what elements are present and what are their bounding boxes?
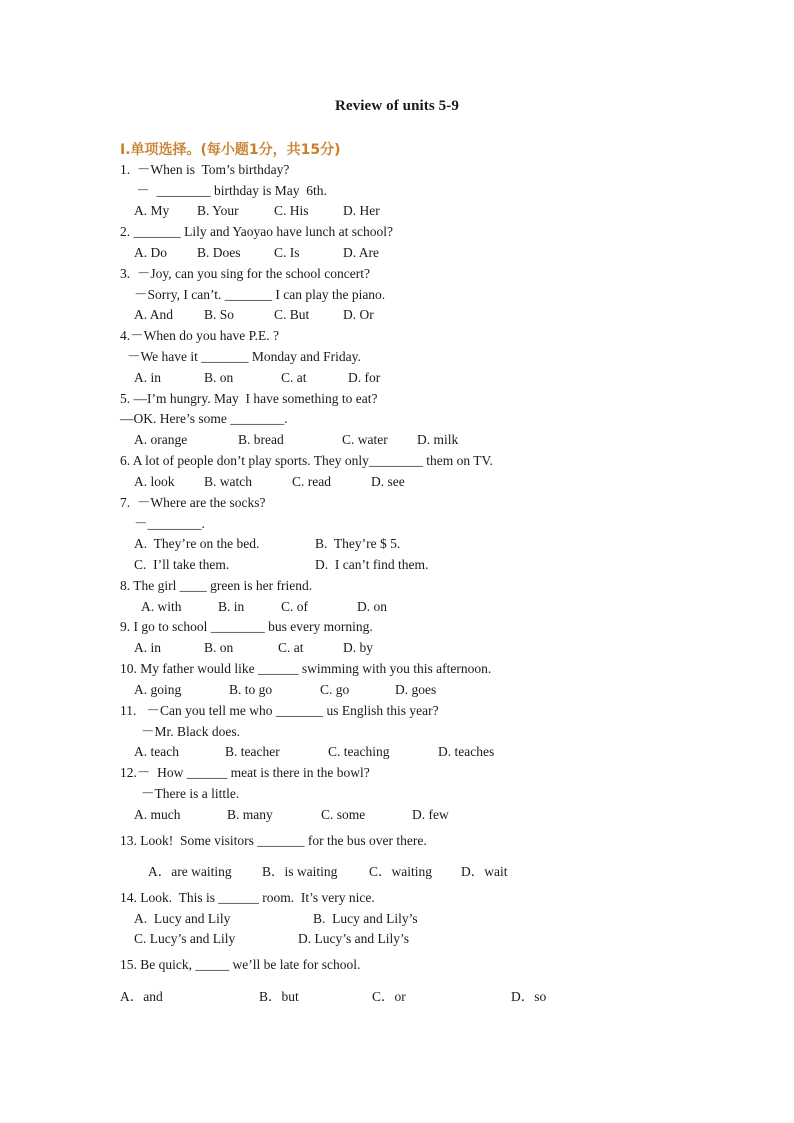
question-5-answer-line: —OK. Here’s some ________. xyxy=(120,411,288,426)
question-14-option-b: B. Lucy and Lily’s xyxy=(313,911,418,926)
question-15-option-d: D．so xyxy=(511,989,547,1004)
question-3-answer-line: －Sorry, I can’t. _______ I can play the piano. xyxy=(134,287,386,302)
question-7-option-a: A. They’re on the bed. xyxy=(134,536,260,551)
question-13-option-c: C．waiting xyxy=(369,864,432,879)
question-12-answer-line: －There is a little. xyxy=(141,786,240,801)
question-13-option-d: D．wait xyxy=(461,864,508,879)
question-12-option-d: D. few xyxy=(412,807,449,822)
question-1-answer-line: － ________ birthday is May 6th. xyxy=(133,183,327,198)
question-8-option-d: D. on xyxy=(357,599,387,614)
question-6-option-a: A. look xyxy=(134,474,175,489)
question-7-option-b: B. They’re $ 5. xyxy=(315,536,401,551)
question-1-stem: 1. －When is Tom’s birthday? xyxy=(120,162,290,177)
question-2-option-d: D. Are xyxy=(343,245,379,260)
question-7-answer-line: －________. xyxy=(134,516,205,531)
question-1-option-c: C. His xyxy=(274,203,309,218)
question-14-option-a: A. Lucy and Lily xyxy=(134,911,231,926)
question-5-option-c: C. water xyxy=(342,432,388,447)
question-11-stem: 11. －Can you tell me who _______ us English this year? xyxy=(120,703,439,718)
question-5-option-a: A. orange xyxy=(134,432,188,447)
question-9-option-d: D. by xyxy=(343,640,373,655)
question-7-stem: 7. －Where are the socks? xyxy=(120,495,266,510)
question-2-option-b: B. Does xyxy=(197,245,241,260)
question-11-answer-line: －Mr. Black does. xyxy=(141,724,240,739)
question-11-option-a: A. teach xyxy=(134,744,179,759)
section-heading: Ⅰ.单项选择。(每小题1分，共15分) xyxy=(120,142,341,158)
question-13-option-a: A．are waiting xyxy=(148,864,232,879)
question-7-option-c: C. I’ll take them. xyxy=(134,557,230,572)
question-8-stem: 8. The girl ____ green is her friend. xyxy=(120,578,313,593)
question-3-option-c: C. But xyxy=(274,307,310,322)
question-14-stem: 14. Look. This is ______ room. It’s very nice. xyxy=(120,890,375,905)
question-10-option-b: B. to go xyxy=(229,682,273,697)
question-15-option-b: B．but xyxy=(259,989,299,1004)
question-12-option-a: A. much xyxy=(134,807,181,822)
question-14-option-c: C. Lucy’s and Lily xyxy=(134,931,236,946)
question-8-option-c: C. of xyxy=(281,599,308,614)
question-9-option-a: A. in xyxy=(134,640,161,655)
question-5-option-d: D. milk xyxy=(417,432,459,447)
question-8-option-a: A. with xyxy=(141,599,182,614)
question-3-option-d: D. Or xyxy=(343,307,374,322)
question-10-option-a: A. going xyxy=(134,682,182,697)
question-9-option-b: B. on xyxy=(204,640,234,655)
question-5-stem: 5. —I’m hungry. May I have something to eat? xyxy=(120,391,378,406)
question-6-stem: 6. A lot of people don’t play sports. They only________ them on TV. xyxy=(120,453,493,468)
question-10-option-c: C. go xyxy=(320,682,350,697)
question-12-stem: 12.－ How ______ meat is there in the bowl? xyxy=(120,765,370,780)
question-6-option-d: D. see xyxy=(371,474,405,489)
question-4-option-c: C. at xyxy=(281,370,307,385)
question-1-option-b: B. Your xyxy=(197,203,239,218)
question-6-option-b: B. watch xyxy=(204,474,252,489)
question-2-option-a: A. Do xyxy=(134,245,167,260)
question-1-option-d: D. Her xyxy=(343,203,380,218)
page-title: Review of units 5-9 xyxy=(335,98,459,114)
question-13-option-b: B．is waiting xyxy=(262,864,338,879)
question-10-option-d: D. goes xyxy=(395,682,437,697)
question-7-option-d: D. I can’t find them. xyxy=(315,557,429,572)
question-9-option-c: C. at xyxy=(278,640,304,655)
question-2-stem: 2. _______ Lily and Yaoyao have lunch at school? xyxy=(120,224,393,239)
question-3-option-b: B. So xyxy=(204,307,235,322)
question-3-option-a: A. And xyxy=(134,307,174,322)
question-9-stem: 9. I go to school ________ bus every morning. xyxy=(120,619,373,634)
question-5-option-b: B. bread xyxy=(238,432,284,447)
question-10-stem: 10. My father would like ______ swimming with you this afternoon. xyxy=(120,661,492,676)
question-6-option-c: C. read xyxy=(292,474,331,489)
question-2-option-c: C. Is xyxy=(274,245,300,260)
question-15-option-a: A．and xyxy=(120,989,163,1004)
question-15-stem: 15. Be quick, _____ we’ll be late for school. xyxy=(120,957,361,972)
question-4-option-b: B. on xyxy=(204,370,234,385)
question-12-option-b: B. many xyxy=(227,807,273,822)
question-13-stem: 13. Look! Some visitors _______ for the bus over there. xyxy=(120,833,427,848)
question-11-option-b: B. teacher xyxy=(225,744,280,759)
question-14-option-d: D. Lucy’s and Lily’s xyxy=(298,931,409,946)
question-11-option-d: D. teaches xyxy=(438,744,495,759)
question-4-answer-line: －We have it _______ Monday and Friday. xyxy=(127,349,361,364)
question-4-option-a: A. in xyxy=(134,370,161,385)
question-1-option-a: A. My xyxy=(134,203,170,218)
question-11-option-c: C. teaching xyxy=(328,744,390,759)
question-12-option-c: C. some xyxy=(321,807,366,822)
question-3-stem: 3. －Joy, can you sing for the school concert? xyxy=(120,266,370,281)
question-15-option-c: C．or xyxy=(372,989,406,1004)
question-4-stem: 4.－When do you have P.E. ? xyxy=(120,328,279,343)
question-4-option-d: D. for xyxy=(348,370,381,385)
question-8-option-b: B. in xyxy=(218,599,245,614)
